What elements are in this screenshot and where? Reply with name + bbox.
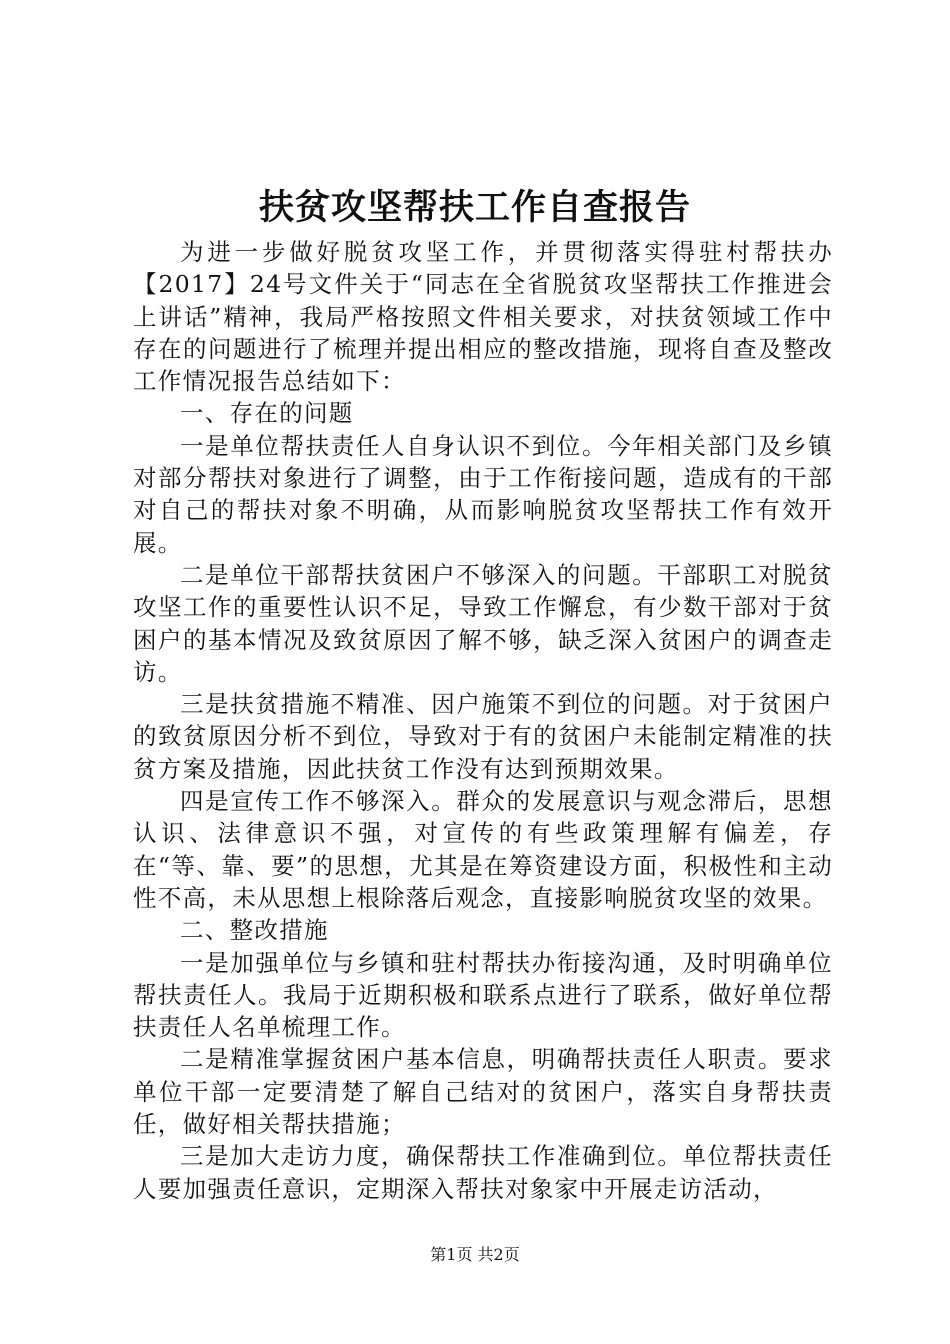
page-number-footer: 第1页 共2页 xyxy=(430,1245,520,1264)
measure-paragraph-3: 三是加大走访力度，确保帮扶工作准确到位。单位帮扶责任人要加强责任意识，定期深入帮扶对象家中开展走访活动， xyxy=(133,1142,833,1203)
problem-paragraph-3: 三是扶贫措施不精准、因户施策不到位的问题。对于贫困户的致贫原因分析不到位，导致对于有的贫困户未能制定精准的扶贫方案及措施，因此扶贫工作没有达到预期效果。 xyxy=(133,690,833,783)
problem-paragraph-1: 一是单位帮扶责任人自身认识不到位。今年相关部门及乡镇对部分帮扶对象进行了调整，由于工作衔接问题，造成有的干部对自己的帮扶对象不明确，从而影响脱贫攻坚帮扶工作有效开展。 xyxy=(133,431,833,557)
section-heading-problems: 一、存在的问题 xyxy=(180,399,354,428)
document-title: 扶贫攻坚帮扶工作自查报告 xyxy=(258,187,691,228)
measure-paragraph-2: 二是精准掌握贫困户基本信息，明确帮扶责任人职责。要求单位干部一定要清楚了解自己结对的贫困户，落实自身帮扶责任，做好相关帮扶措施； xyxy=(133,1045,833,1139)
measure-paragraph-1: 一是加强单位与乡镇和驻村帮扶办衔接沟通，及时明确单位帮扶责任人。我局于近期积极和联系点进行了联系，做好单位帮扶责任人名单梳理工作。 xyxy=(133,948,833,1042)
section-heading-measures: 二、整改措施 xyxy=(180,916,329,945)
document-body xyxy=(133,236,833,1205)
intro-paragraph: 为进一步做好脱贫攻坚工作，并贯彻落实得驻村帮扶办【2017】24号文件关于“同志在全省脱贫攻坚帮扶工作推进会上讲话”精神，我局严格按照文件相关要求，对扶贫领域工作中存在的问题进行了梳理并提出相应的整改措施，现将自查及整改工作情况报告总结如下： xyxy=(133,238,833,396)
problem-paragraph-2: 二是单位干部帮扶贫困户不够深入的问题。干部职工对脱贫攻坚工作的重要性认识不足，导致工作懈怠，有少数干部对于贫困户的基本情况及致贫原因了解不够，缺乏深入贫困户的调查走访。 xyxy=(133,560,833,686)
problem-paragraph-4: 四是宣传工作不够深入。群众的发展意识与观念滞后，思想认识、法律意识不强，对宣传的有些政策理解有偏差，存在“等、靠、要”的思想，尤其是在筹资建设方面，积极性和主动性不高，未从思想上根除落后观念，直接影响脱贫攻坚的效果。 xyxy=(133,787,833,912)
